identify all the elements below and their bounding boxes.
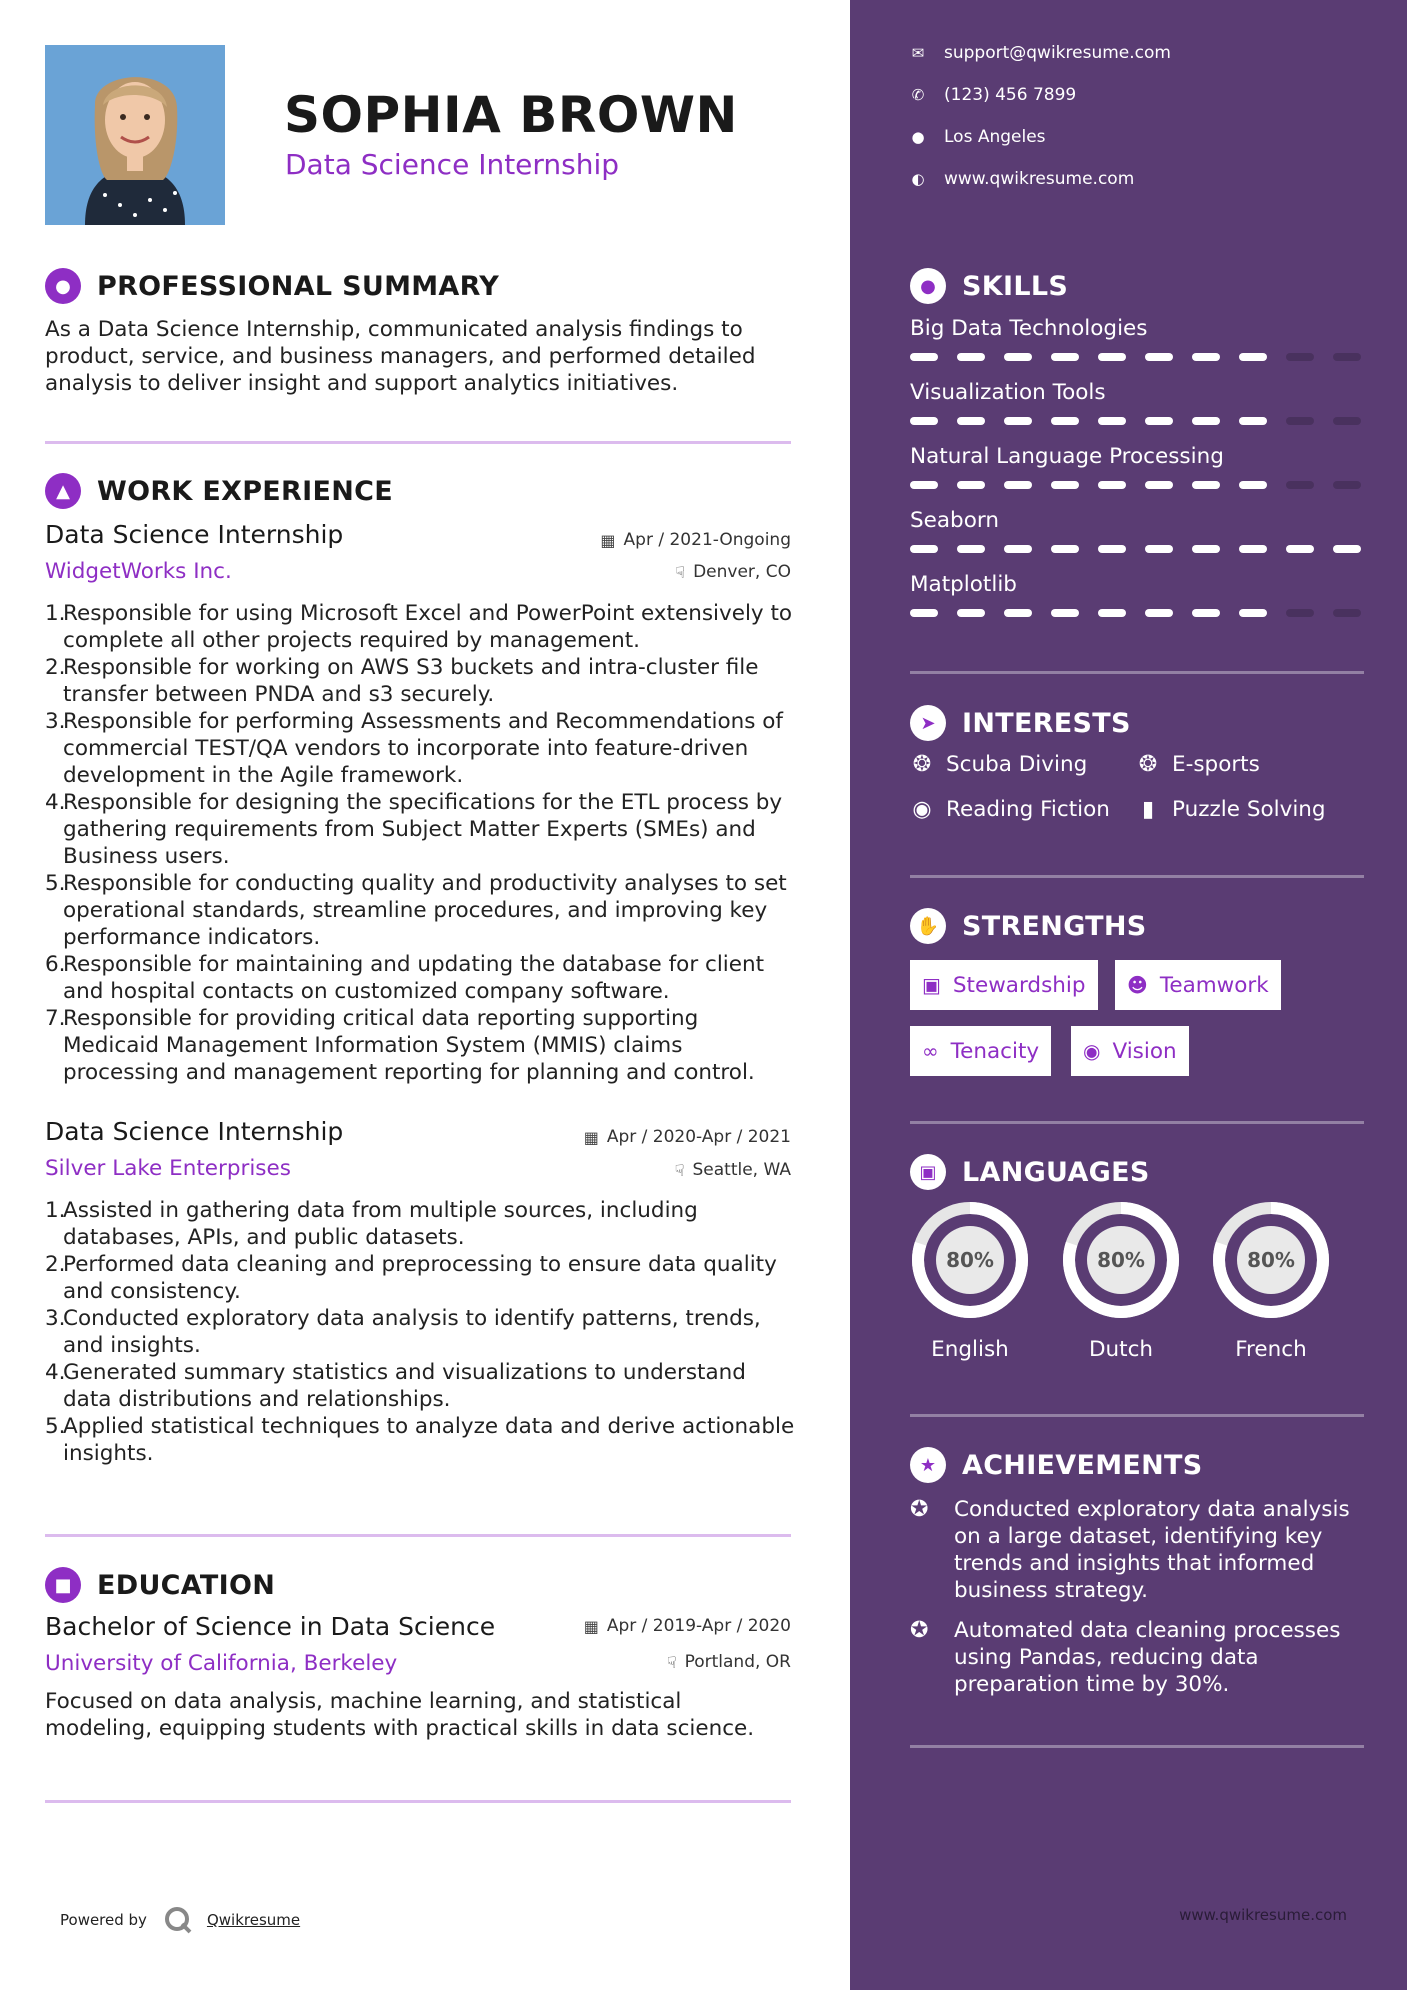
skill-name: Matplotlib bbox=[910, 572, 1017, 597]
skill-level-segment bbox=[1145, 353, 1173, 361]
list-item: 5. Applied statistical techniques to analyze data and derive actionable insights. bbox=[45, 1414, 795, 1466]
candidate-name: SOPHIA BROWN bbox=[284, 86, 738, 144]
powered-by-label: Powered by bbox=[60, 1911, 147, 1929]
skill-level-segment bbox=[957, 353, 985, 361]
map-pin-icon: ● bbox=[911, 128, 925, 146]
divider bbox=[45, 441, 791, 444]
achievement-item: ✪ Conducted exploratory data analysis on a large dataset, identifying key trends and insights that informed business strategy. bbox=[910, 1497, 1350, 1603]
skill-name: Natural Language Processing bbox=[910, 444, 1224, 469]
paper-plane-icon: ➤ bbox=[910, 705, 946, 741]
calendar-icon: ▦ bbox=[600, 530, 616, 550]
job-company: WidgetWorks Inc. bbox=[45, 559, 232, 584]
contact-phone bbox=[910, 85, 1076, 105]
shooting-star-icon: ✪ bbox=[910, 1497, 929, 1522]
skill-level-bar bbox=[910, 353, 1380, 361]
skill-level-segment bbox=[1051, 481, 1079, 489]
qwikresume-link[interactable]: Qwikresume bbox=[206, 1911, 301, 1929]
education-location bbox=[667, 1652, 791, 1672]
list-item: 2. Performed data cleaning and preprocessing to ensure data quality and consistency. bbox=[45, 1252, 777, 1304]
strengths-heading-row bbox=[910, 908, 1147, 944]
footer-website[interactable]: www.qwikresume.com bbox=[1179, 1906, 1347, 1924]
profile-photo bbox=[45, 45, 225, 225]
calendar-icon: ▦ bbox=[583, 1127, 599, 1147]
contact-email-text: support@qwikresume.com bbox=[944, 43, 1171, 63]
skill-level-segment bbox=[1333, 545, 1361, 553]
calendar-icon: ▦ bbox=[583, 1616, 599, 1636]
skill-level-segment bbox=[1145, 417, 1173, 425]
language-icon: ▣ bbox=[910, 1154, 946, 1190]
language-name: Dutch bbox=[1088, 1337, 1154, 1362]
divider bbox=[910, 1414, 1364, 1417]
strength-tag: ☻ Teamwork bbox=[1115, 960, 1281, 1010]
interest-item: ❂ Scuba Diving bbox=[910, 752, 1087, 777]
skills-heading-row bbox=[910, 268, 1068, 304]
list-item: 4. Responsible for designing the specifications for the ETL process by gathering requirements from Subject Matter Experts (SMEs) and Business users. bbox=[45, 790, 783, 869]
job-dates bbox=[600, 530, 791, 550]
skill-level-bar bbox=[910, 609, 1380, 617]
language-name: French bbox=[1235, 1337, 1307, 1362]
job-dates-text: Apr / 2020-Apr / 2021 bbox=[606, 1127, 791, 1147]
language-ring bbox=[1211, 1200, 1331, 1320]
contact-website[interactable] bbox=[910, 169, 1134, 189]
summary-heading-row bbox=[45, 268, 499, 304]
skill-level-bar bbox=[910, 545, 1380, 553]
skill-level-segment bbox=[1239, 481, 1267, 489]
skill-level-segment bbox=[957, 417, 985, 425]
education-text: Focused on data analysis, machine learning, and statistical modeling, equipping students with practical skills in data science. bbox=[45, 1689, 755, 1741]
lightbulb-icon: ● bbox=[910, 268, 946, 304]
contact-phone-text: (123) 456 7899 bbox=[944, 85, 1077, 105]
languages-heading-row bbox=[910, 1154, 1150, 1190]
education-heading: EDUCATION bbox=[97, 1569, 276, 1601]
skill-level-segment bbox=[1286, 417, 1314, 425]
qwikresume-logo-icon bbox=[163, 1905, 193, 1935]
skill-name: Seaborn bbox=[910, 508, 999, 533]
skill-level-segment bbox=[1051, 417, 1079, 425]
shooting-star-icon: ✪ bbox=[910, 1618, 929, 1643]
gamepad-icon: ◉ bbox=[912, 797, 932, 822]
job-title: Data Science Internship bbox=[45, 1117, 344, 1146]
skill-level-segment bbox=[957, 545, 985, 553]
summary-text: As a Data Science Internship, communicated analysis findings to product, service, and business managers, and performed detailed analysis to deliver insight and support analytics initiatives. bbox=[45, 317, 756, 396]
skill-level-segment bbox=[910, 545, 938, 553]
book-icon: ▮ bbox=[1141, 797, 1155, 822]
briefcase-icon: ▣ bbox=[922, 973, 941, 997]
binoculars-icon: ◉ bbox=[1083, 1039, 1101, 1063]
job-responsibilities bbox=[45, 1197, 800, 1467]
skill-level-segment bbox=[1239, 609, 1267, 617]
language-percent: 80% bbox=[1247, 1248, 1295, 1272]
skill-level-segment bbox=[1333, 353, 1361, 361]
skill-level-segment bbox=[1333, 417, 1361, 425]
skill-level-segment bbox=[910, 417, 938, 425]
education-heading-row bbox=[45, 1567, 275, 1603]
experience-heading: WORK EXPERIENCE bbox=[97, 475, 393, 507]
divider bbox=[910, 875, 1364, 878]
experience-heading-row bbox=[45, 473, 393, 509]
divider bbox=[910, 671, 1364, 674]
contact-location bbox=[910, 127, 1046, 147]
skill-level-segment bbox=[1004, 609, 1032, 617]
briefcase-icon: ▲ bbox=[45, 473, 81, 509]
pin-icon: ☟ bbox=[674, 1160, 685, 1180]
languages-heading: LANGUAGES bbox=[962, 1156, 1150, 1188]
skill-level-segment bbox=[1051, 545, 1079, 553]
pin-icon: ☟ bbox=[666, 1652, 677, 1672]
divider bbox=[910, 1745, 1364, 1748]
skill-level-segment bbox=[1098, 481, 1126, 489]
interests-heading-row bbox=[910, 705, 1131, 741]
achievements-heading-row bbox=[910, 1447, 1203, 1483]
skill-level-segment bbox=[1333, 609, 1361, 617]
achievements-heading: ACHIEVEMENTS bbox=[962, 1449, 1203, 1481]
users-icon: ☻ bbox=[1127, 973, 1148, 997]
envelope-icon: ✉ bbox=[911, 44, 925, 62]
skill-name: Big Data Technologies bbox=[910, 316, 1148, 341]
list-item: 5. Responsible for conducting quality and productivity analyses to set operational standards, streamline procedures, and improving key performance indicators. bbox=[45, 871, 787, 950]
graduation-cap-icon: ■ bbox=[45, 1567, 81, 1603]
skill-level-segment bbox=[1098, 417, 1126, 425]
skill-level-segment bbox=[1286, 545, 1314, 553]
job-location bbox=[675, 1160, 791, 1180]
link-icon: ∞ bbox=[922, 1039, 939, 1063]
skill-level-segment bbox=[1004, 481, 1032, 489]
skill-level-segment bbox=[1239, 353, 1267, 361]
achievement-item: ✪ Automated data cleaning processes using Pandas, reducing data preparation time by 30%. bbox=[910, 1618, 1341, 1697]
interests-heading: INTERESTS bbox=[962, 707, 1131, 739]
job-company: Silver Lake Enterprises bbox=[45, 1156, 291, 1181]
life-ring-icon: ❂ bbox=[1138, 752, 1158, 777]
life-ring-icon: ❂ bbox=[912, 752, 932, 777]
language-percent: 80% bbox=[1097, 1248, 1145, 1272]
powered-by bbox=[60, 1905, 300, 1935]
skill-level-segment bbox=[910, 353, 938, 361]
summary-heading: PROFESSIONAL SUMMARY bbox=[97, 270, 500, 302]
skill-level-segment bbox=[1333, 481, 1361, 489]
skill-level-segment bbox=[957, 609, 985, 617]
contact-website-text: www.qwikresume.com bbox=[944, 169, 1135, 189]
skill-level-segment bbox=[1051, 353, 1079, 361]
job-responsibilities bbox=[45, 600, 800, 1086]
skill-level-segment bbox=[1145, 481, 1173, 489]
list-item: 3. Responsible for performing Assessments and Recommendations of commercial TEST/QA vendors to incorporate into feature-driven development in the Agile framework. bbox=[45, 709, 783, 788]
job-dates-text: Apr / 2021-Ongoing bbox=[623, 530, 791, 550]
skill-level-segment bbox=[1004, 353, 1032, 361]
list-item: 3. Conducted exploratory data analysis to identify patterns, trends, and insights. bbox=[45, 1306, 761, 1358]
degree-title: Bachelor of Science in Data Science bbox=[45, 1612, 496, 1641]
job-title: Data Science Internship bbox=[45, 520, 344, 549]
strength-tag: ▣ Stewardship bbox=[910, 960, 1098, 1010]
skill-level-segment bbox=[957, 481, 985, 489]
skill-level-segment bbox=[1098, 545, 1126, 553]
list-item: 4. Generated summary statistics and visualizations to understand data distributions and relationships. bbox=[45, 1360, 746, 1412]
list-item: 2. Responsible for working on AWS S3 buckets and intra-cluster file transfer between PNDA and s3 securely. bbox=[45, 655, 759, 707]
skill-level-segment bbox=[910, 609, 938, 617]
skill-level-segment bbox=[1098, 609, 1126, 617]
job-dates bbox=[584, 1127, 791, 1147]
divider bbox=[45, 1800, 791, 1803]
skill-level-segment bbox=[1192, 609, 1220, 617]
skill-level-segment bbox=[1239, 545, 1267, 553]
strength-tag: ∞ Tenacity bbox=[910, 1026, 1051, 1076]
contact-location-text: Los Angeles bbox=[944, 127, 1046, 147]
skills-heading: SKILLS bbox=[962, 270, 1069, 302]
education-dates-text: Apr / 2019-Apr / 2020 bbox=[606, 1616, 791, 1636]
fist-icon: ✋ bbox=[910, 908, 946, 944]
job-location bbox=[675, 562, 791, 582]
skill-level-segment bbox=[1239, 417, 1267, 425]
school-name: University of California, Berkeley bbox=[45, 1651, 398, 1676]
user-icon: ● bbox=[45, 268, 81, 304]
education-location-text: Portland, OR bbox=[684, 1652, 791, 1672]
education-dates bbox=[584, 1616, 791, 1636]
language-name: English bbox=[931, 1337, 1009, 1362]
skill-level-segment bbox=[910, 481, 938, 489]
pin-icon: ☟ bbox=[675, 562, 686, 582]
skill-level-segment bbox=[1286, 481, 1314, 489]
list-item: 6. Responsible for maintaining and updating the database for client and hospital contacts on customized company software. bbox=[45, 952, 765, 1004]
interest-item: ◉ Reading Fiction bbox=[910, 797, 1110, 822]
skill-level-segment bbox=[1004, 545, 1032, 553]
job-location-text: Denver, CO bbox=[693, 562, 791, 582]
list-item: 1. Assisted in gathering data from multiple sources, including databases, APIs, and public datasets. bbox=[45, 1198, 698, 1250]
strength-tag: ◉ Vision bbox=[1071, 1026, 1189, 1076]
interest-item: ❂ E-sports bbox=[1136, 752, 1260, 777]
divider bbox=[45, 1534, 791, 1537]
divider bbox=[910, 1121, 1364, 1124]
skill-level-bar bbox=[910, 417, 1380, 425]
language-ring bbox=[1061, 1200, 1181, 1320]
skill-level-segment bbox=[1192, 417, 1220, 425]
skill-level-segment bbox=[1192, 481, 1220, 489]
sidebar bbox=[850, 0, 1407, 1990]
skill-level-segment bbox=[1145, 545, 1173, 553]
skill-level-segment bbox=[1286, 609, 1314, 617]
skill-level-bar bbox=[910, 481, 1380, 489]
strengths-heading: STRENGTHS bbox=[962, 910, 1147, 942]
list-item: 1. Responsible for using Microsoft Excel and PowerPoint extensively to complete all other projects required by management. bbox=[45, 601, 793, 653]
phone-icon: ✆ bbox=[911, 86, 925, 104]
star-icon: ★ bbox=[910, 1447, 946, 1483]
contact-email[interactable] bbox=[910, 43, 1171, 63]
skill-level-segment bbox=[1004, 417, 1032, 425]
language-percent: 80% bbox=[946, 1248, 994, 1272]
job-location-text: Seattle, WA bbox=[692, 1160, 791, 1180]
skill-level-segment bbox=[1051, 609, 1079, 617]
skill-name: Visualization Tools bbox=[910, 380, 1106, 405]
candidate-title: Data Science Internship bbox=[285, 148, 620, 181]
skill-level-segment bbox=[1098, 353, 1126, 361]
skill-level-segment bbox=[1286, 353, 1314, 361]
globe-icon: ◐ bbox=[911, 170, 925, 188]
list-item: 7. Responsible for providing critical data reporting supporting Medicaid Management Information System (MMIS) claims processing and management reporting for planning and control. bbox=[45, 1006, 755, 1085]
skill-level-segment bbox=[1192, 353, 1220, 361]
skill-level-segment bbox=[1192, 545, 1220, 553]
interest-item: ▮ Puzzle Solving bbox=[1136, 797, 1326, 822]
skill-level-segment bbox=[1145, 609, 1173, 617]
language-ring bbox=[910, 1200, 1030, 1320]
